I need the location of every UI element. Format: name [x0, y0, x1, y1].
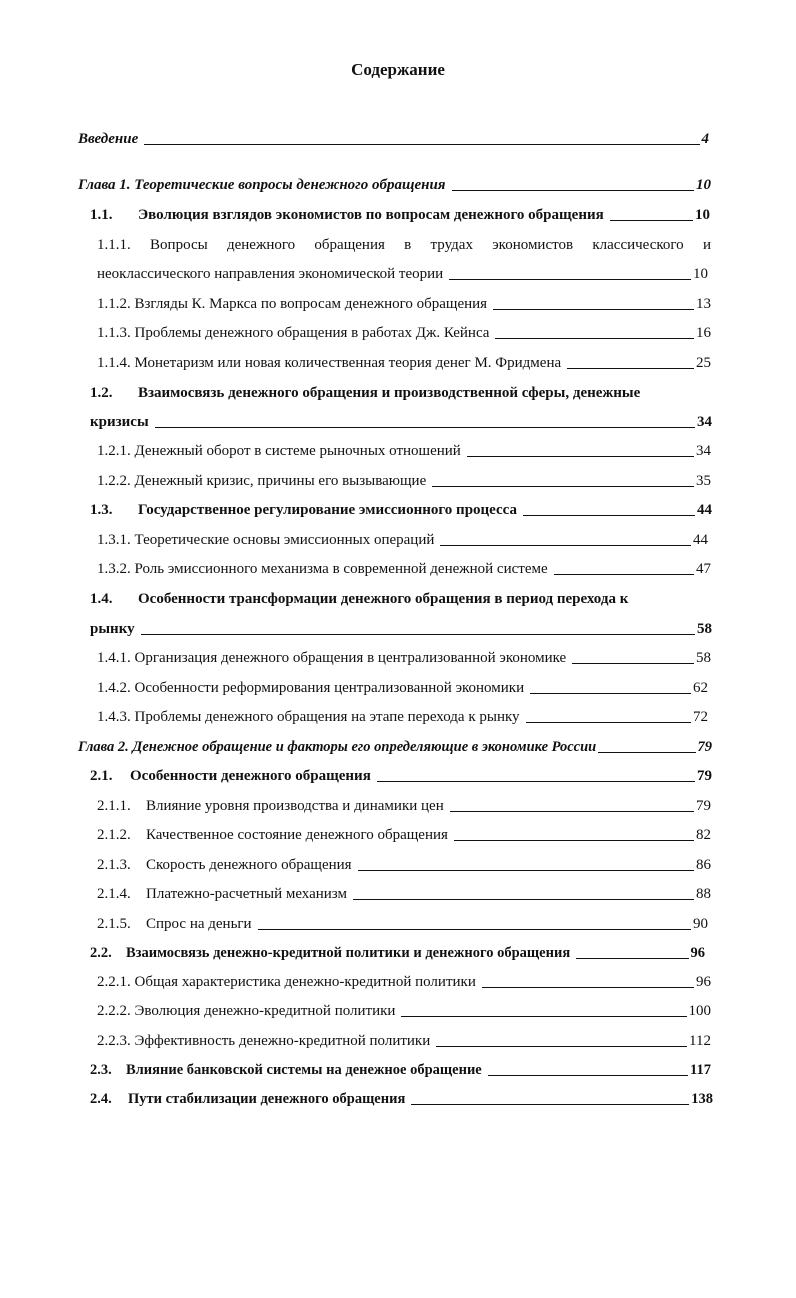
section-number: 2.4.	[90, 1091, 112, 1107]
toc-entry-1-1[interactable]	[90, 206, 710, 224]
leader-line	[493, 309, 694, 310]
entry-text: 1.2.1. Денежный оборот в системе рыночных отношений	[97, 443, 461, 459]
leader-line	[440, 545, 691, 546]
page-number: 44	[697, 502, 712, 518]
page-number: 58	[697, 621, 712, 637]
toc-entry-2-1-1[interactable]	[97, 797, 711, 815]
leader-line	[576, 958, 688, 959]
section-number: 1.4.	[90, 591, 113, 607]
page-number: 35	[696, 473, 711, 489]
entry-text: 1.4.3. Проблемы денежного обращения на этапе перехода к рынку	[97, 709, 520, 725]
entry-text: Скорость денежного обращения	[146, 857, 352, 873]
entry-text: кризисы	[90, 414, 149, 430]
leader-line	[401, 1016, 686, 1017]
toc-entry-2-4[interactable]	[90, 1090, 713, 1108]
leader-line	[144, 144, 699, 145]
leader-line	[258, 929, 691, 930]
toc-entry-1-4-1[interactable]	[97, 649, 711, 667]
toc-entry-2-2-2[interactable]	[97, 1002, 711, 1020]
leader-line	[377, 781, 695, 782]
leader-line	[482, 987, 694, 988]
entry-text: 2.2.1. Общая характеристика денежно-кредитной политики	[97, 974, 476, 990]
section-number: 2.3.	[90, 1062, 112, 1078]
page-number: 112	[689, 1033, 711, 1049]
entry-text: 1.4.1. Организация денежного обращения в централизованной экономике	[97, 650, 567, 666]
section-number: 2.1.2.	[97, 827, 131, 843]
entry-text: Качественное состояние денежного обращения	[146, 827, 448, 843]
page-number: 72	[693, 709, 708, 725]
leader-line	[432, 486, 694, 487]
page-number: 44	[693, 532, 708, 548]
entry-text: Взаимосвязь денежного обращения и производственной сферы, денежные	[138, 385, 641, 401]
section-number: 2.2.	[90, 945, 112, 961]
toc-entry-2-2[interactable]	[90, 944, 705, 962]
toc-entry-1-4-line2[interactable]	[90, 620, 712, 638]
toc-entry-1-4-line1[interactable]	[90, 590, 710, 608]
page-number: 90	[693, 916, 708, 932]
page-number: 10	[693, 266, 708, 282]
toc-entry-2-1[interactable]	[90, 767, 712, 785]
page-number: 4	[701, 131, 709, 147]
page-number: 79	[697, 768, 712, 784]
entry-text: Глава 2. Денежное обращение и факторы его определяющие в экономике России	[78, 739, 597, 755]
entry-text: 2.2.3. Эффективность денежно-кредитной политики	[97, 1033, 431, 1049]
leader-line	[554, 574, 694, 575]
page-number: 88	[696, 886, 711, 902]
leader-line	[530, 693, 691, 694]
leader-line	[598, 752, 695, 753]
entry-text: 1.1.4. Монетаризм или новая количественная теория денег М. Фридмена	[97, 355, 562, 371]
leader-line	[454, 840, 694, 841]
leader-line	[353, 899, 694, 900]
leader-line	[567, 368, 694, 369]
entry-text: Пути стабилизации денежного обращения	[128, 1091, 406, 1107]
page-title: Содержание	[351, 60, 445, 79]
entry-text: Глава 1. Теоретические вопросы денежного обращения	[78, 177, 446, 193]
page-number: 10	[696, 177, 711, 193]
page-number: 96	[696, 974, 711, 990]
entry-text: неоклассического направления экономической теории	[97, 266, 444, 282]
toc-entry-1-1-2[interactable]	[97, 295, 711, 313]
section-number: 1.3.	[90, 502, 113, 518]
leader-line	[467, 456, 694, 457]
page-number: 62	[693, 680, 708, 696]
toc-entry-1-1-4[interactable]	[97, 354, 711, 372]
toc-entry-intro[interactable]	[78, 130, 709, 148]
toc-entry-1-1-3[interactable]	[97, 324, 711, 342]
toc-entry-2-1-4[interactable]	[97, 885, 711, 903]
section-number: 2.1.1.	[97, 798, 131, 814]
page-number: 82	[696, 827, 711, 843]
leader-line	[450, 811, 694, 812]
toc-entry-1-3-1[interactable]	[97, 531, 708, 549]
page-number: 117	[690, 1062, 711, 1078]
toc-entry-2-3[interactable]	[90, 1061, 711, 1079]
page-number: 34	[697, 414, 712, 430]
entry-text: Особенности трансформации денежного обращения в период перехода к	[138, 591, 629, 607]
toc-entry-chapter-2[interactable]	[78, 738, 712, 756]
entry-text: 1.1.2. Взгляды К. Маркса по вопросам денежного обращения	[97, 296, 488, 312]
toc-entry-2-1-2[interactable]	[97, 826, 711, 844]
entry-text: Эволюция взглядов экономистов по вопросам денежного обращения	[138, 207, 604, 223]
toc-entry-1-3[interactable]	[90, 501, 712, 519]
entry-text: Влияние банковской системы на денежное обращение	[126, 1062, 482, 1078]
entry-text: 1.3.1. Теоретические основы эмиссионных операций	[97, 532, 435, 548]
toc-entry-chapter-1[interactable]	[78, 176, 711, 194]
entry-text: 2.2.2. Эволюция денежно-кредитной политики	[97, 1003, 396, 1019]
toc-entry-2-1-3[interactable]	[97, 856, 711, 874]
entry-text: Платежно-расчетный механизм	[146, 886, 348, 902]
toc-entry-1-3-2[interactable]	[97, 560, 711, 578]
leader-line	[495, 338, 694, 339]
page-number: 96	[690, 945, 705, 961]
toc-entry-2-2-3[interactable]	[97, 1032, 711, 1050]
entry-text: Особенности денежного обращения	[130, 768, 371, 784]
leader-line	[610, 220, 693, 221]
entry-text: 1.2.2. Денежный кризис, причины его вызывающие	[97, 473, 427, 489]
leader-line	[523, 515, 695, 516]
page-number: 13	[696, 296, 711, 312]
entry-text: Государственное регулирование эмиссионного процесса	[138, 502, 518, 518]
toc-entry-1-2-line1[interactable]	[90, 384, 713, 402]
toc-entry-1-2-2[interactable]	[97, 472, 711, 490]
toc-entry-1-1-1-line2[interactable]	[97, 265, 708, 283]
leader-line	[411, 1104, 689, 1105]
entry-text: 1.4.2. Особенности реформирования централизованной экономики	[97, 680, 525, 696]
page-number: 79	[696, 798, 711, 814]
page-number: 16	[696, 325, 711, 341]
toc-entry-2-1-5[interactable]	[97, 915, 708, 933]
entry-text: 1.3.2. Роль эмиссионного механизма в современной денежной системе	[97, 561, 548, 577]
section-number: 2.1.3.	[97, 857, 131, 873]
entry-text: Взаимосвязь денежно-кредитной политики и денежного обращения	[126, 945, 571, 961]
entry-text: Влияние уровня производства и динамики цен	[146, 798, 444, 814]
toc-entry-1-4-2[interactable]	[97, 679, 708, 697]
page-number: 10	[695, 207, 710, 223]
section-number: 1.2.	[90, 385, 113, 401]
page-number: 58	[696, 650, 711, 666]
toc-entry-1-2-1[interactable]	[97, 442, 711, 460]
leader-line	[141, 634, 695, 635]
page-number: 47	[696, 561, 711, 577]
entry-text: рынку	[90, 621, 135, 637]
page-number: 138	[691, 1091, 713, 1107]
entry-text: Введение	[78, 131, 139, 147]
leader-line	[358, 870, 694, 871]
leader-line	[526, 722, 691, 723]
leader-line	[452, 190, 694, 191]
section-number: 1.1.	[90, 207, 113, 223]
page-number: 34	[696, 443, 711, 459]
page-number: 86	[696, 857, 711, 873]
leader-line	[436, 1046, 687, 1047]
toc-entry-1-1-1-line1[interactable]: 1.1.1. Вопросы денежного обращения в трудах экономистов классического и	[97, 237, 711, 253]
section-number: 2.1.4.	[97, 886, 131, 902]
page-number: 100	[688, 1003, 711, 1019]
section-number: 2.1.5.	[97, 916, 131, 932]
entry-text: Спрос на деньги	[146, 916, 252, 932]
leader-line	[449, 279, 691, 280]
leader-line	[488, 1075, 688, 1076]
page-number: 25	[696, 355, 711, 371]
toc-entry-1-2-line2[interactable]	[90, 413, 712, 431]
leader-line	[155, 427, 695, 428]
toc-entry-2-2-1[interactable]	[97, 973, 711, 991]
page-number: 79	[697, 739, 712, 755]
section-number: 2.1.	[90, 768, 113, 784]
entry-text: 1.1.3. Проблемы денежного обращения в работах Дж. Кейнса	[97, 325, 490, 341]
leader-line	[572, 663, 694, 664]
toc-entry-1-4-3[interactable]	[97, 708, 708, 726]
